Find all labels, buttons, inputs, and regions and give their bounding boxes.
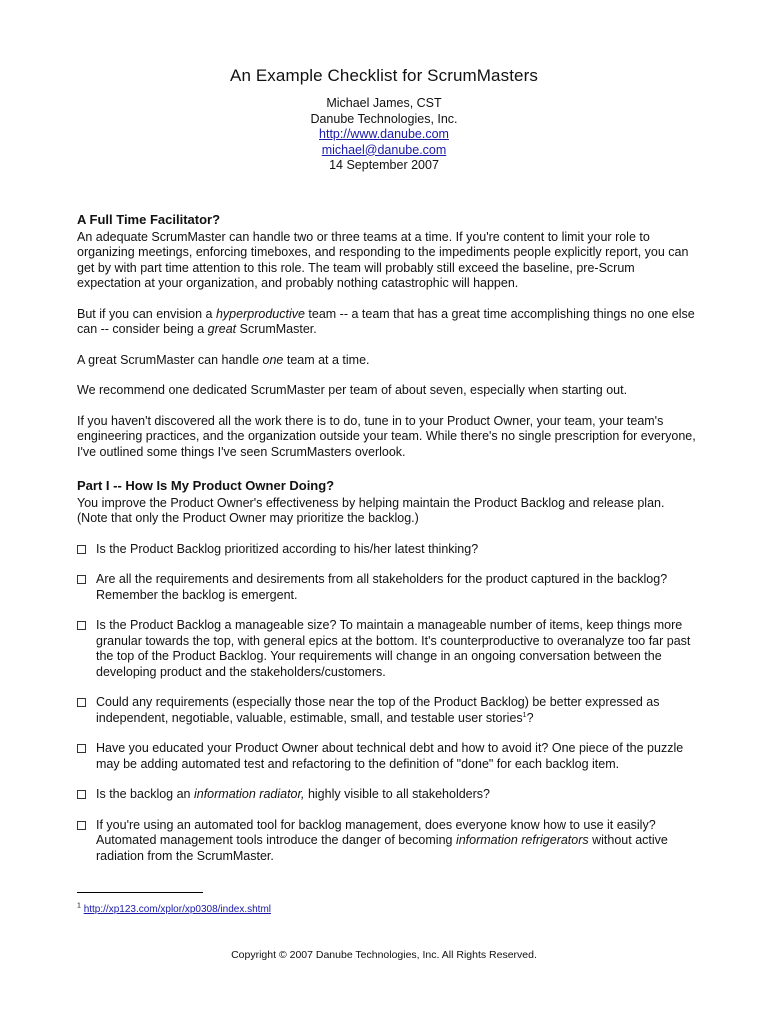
emphasis: information radiator, <box>193 787 305 801</box>
checkbox[interactable] <box>77 821 86 830</box>
text-span: team -- a team that has a great time accomplishing things no one else can -- consider being a <box>77 306 695 336</box>
text-span: highly visible to all stakeholders? <box>304 787 490 801</box>
footnote-divider <box>77 892 203 893</box>
checkbox[interactable] <box>77 621 86 630</box>
email-link[interactable]: michael@danube.com <box>321 142 447 157</box>
checklist-item <box>77 695 697 726</box>
document-date: 14 September 2007 <box>329 158 439 172</box>
checkbox[interactable] <box>77 545 86 554</box>
checklist-item-text: Have you educated your Product Owner about technical debt and how to avoid it? One piece of the puzzle may be adding automated test and refactoring to the definition of "done" for each backlog item. <box>96 741 684 771</box>
text-span: If you're using an automated tool for backlog management, does everyone know how to use it easily? Automated management tools introduce the danger of becoming <box>96 817 656 847</box>
checklist-item <box>77 741 697 772</box>
checklist-item-text <box>96 818 697 865</box>
text-span: Could any requirements (especially those near the top of the Product Backlog) be better expressed as independent, negotiable, valuable, estimable, small, and testable user stories <box>96 695 660 725</box>
text-span: ScrumMaster. <box>236 322 317 336</box>
text-span: without active radiation from the ScrumMaster. <box>96 833 668 863</box>
text-span: But if you can envision a <box>77 306 216 321</box>
paragraph <box>77 353 697 369</box>
checklist-item-text <box>96 695 697 726</box>
byline <box>0 96 768 174</box>
checkbox[interactable] <box>77 790 86 799</box>
checklist-item <box>77 787 697 803</box>
emphasis: one <box>262 352 284 367</box>
footnote <box>77 904 271 915</box>
emphasis: hyperproductive <box>215 306 305 321</box>
checklist-item <box>77 542 697 558</box>
emphasis: information refrigerators <box>455 833 589 847</box>
checklist-item <box>77 618 697 680</box>
paragraph: You improve the Product Owner's effectiveness by helping maintain the Product Backlog and release plan. (Note that only the Product Owner may prioritize the backlog.) <box>77 495 665 525</box>
checkbox[interactable] <box>77 698 86 707</box>
emphasis: great <box>207 322 237 336</box>
checklist <box>77 542 697 865</box>
text-span: ? <box>526 710 534 725</box>
checklist-item <box>77 572 697 603</box>
company-name: Danube Technologies, Inc. <box>310 111 458 126</box>
text-span: A great ScrumMaster can handle <box>77 352 263 367</box>
checklist-item <box>77 818 697 865</box>
author-name: Michael James, CST <box>326 96 442 110</box>
website-link[interactable]: http://www.danube.com <box>319 127 449 141</box>
paragraph <box>77 307 697 338</box>
paragraph: We recommend one dedicated ScrumMaster per team of about seven, especially when starting out. <box>77 383 628 397</box>
document-body <box>77 212 697 879</box>
section-heading-facilitator: A Full Time Facilitator? <box>77 212 221 227</box>
paragraph: If you haven't discovered all the work there is to do, tune in to your Product Owner, your team, your team's engineering practices, and the organization outside your team. While there's no single prescription for everyone, I've outlined some things I've seen ScrumMasters overlook. <box>77 413 696 459</box>
footnote-marker: 1 <box>77 902 81 910</box>
paragraph: An adequate ScrumMaster can handle two or three teams at a time. If you're content to limit your role to organizing meetings, enforcing timeboxes, and responding to the impediments people explicitly report, you can get by with part time attention to this role. The team will probably still exceed the baseline, pre-Scrum expectation at your organization, and probably nothing catastrophic will happen. <box>77 229 689 290</box>
footnote-link[interactable]: http://xp123.com/xplor/xp0308/index.shtml <box>83 904 272 915</box>
checkbox[interactable] <box>77 575 86 584</box>
checklist-item-text: Is the Product Backlog prioritized according to his/her latest thinking? <box>96 541 479 556</box>
section-heading-product-owner: Part I -- How Is My Product Owner Doing? <box>77 478 335 493</box>
checklist-item-text <box>96 787 697 803</box>
footnote-marker: 1 <box>522 711 527 719</box>
text-span: Is the backlog an <box>96 787 194 801</box>
copyright-notice: Copyright © 2007 Danube Technologies, Inc. All Rights Reserved. <box>231 949 537 961</box>
checklist-item-text: Is the Product Backlog a manageable size? To maintain a manageable number of items, keep things more granular towards the top, with general epics at the bottom. It's counterproductive to overanalyze too far past the top of the Product Backlog. Your requirements will change in an ongoing conversation between the developing product and the stakeholders/customers. <box>96 618 691 679</box>
text-span: team at a time. <box>283 352 370 367</box>
document-title: An Example Checklist for ScrumMasters <box>230 66 538 85</box>
checkbox[interactable] <box>77 744 86 753</box>
checklist-item-text: Are all the requirements and desirements from all stakeholders for the product captured in the backlog? Remember the backlog is emergent. <box>96 572 668 602</box>
